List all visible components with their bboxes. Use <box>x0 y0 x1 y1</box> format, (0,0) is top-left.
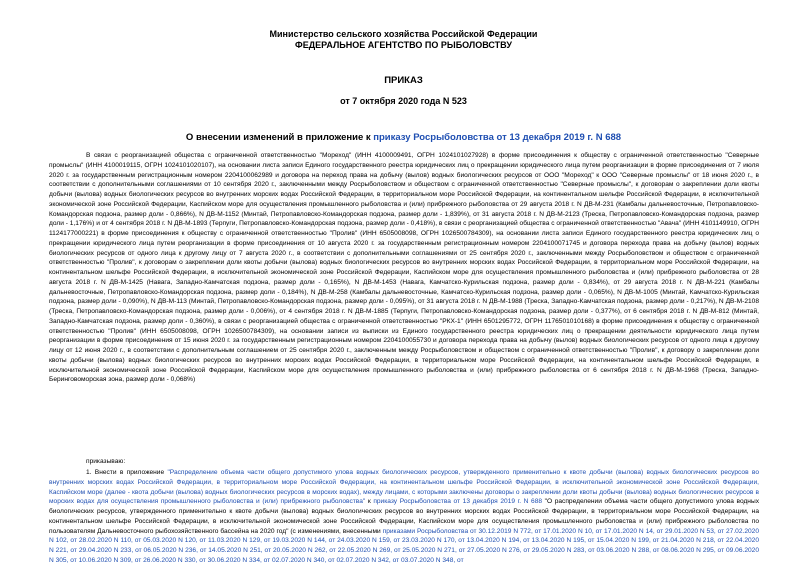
item1-mid: к <box>365 498 374 506</box>
orders-line: приказываю: <box>86 458 126 465</box>
item1-rest: "О распределении объема части общего допустимого улова водных биологических ресурсов, утвержденного применительно к квоте добычи (вылова) водных биологических ресурсов во внутренних морских водах Российской Федерации, в территориальном море Российской Федерации, на континентальном шельфе Российской Федерации, в исключительной экономической зоне Российской Федерации, Каспийском море для осуществления промышленного рыболовства и (или) прибрежного рыболовства по пользователям Дальневосточного рыбохозяйственного бассейна на 2020 год" (с изменениями, внесенными <box>49 498 759 535</box>
subject-order-link[interactable]: приказу Росрыболовства от 13 декабря 2019 г. N 688 <box>373 132 622 143</box>
order-688-link[interactable]: приказу Росрыболовства от 13 декабря 2019 г. N 688 <box>373 498 543 506</box>
document-subject <box>0 132 807 143</box>
appendix-link[interactable]: "Распределение объема части общего допустимого улова водных биологических ресурсов, утвержденного применительно к квоте добычи (вылова) водных биологических ресурсов во внутренних морских водах Российской Федерации, в территориальном море Российской Федерации, на континентальном шельфе Российской Федерации, в исключительной экономической зоне Российской Федерации, Каспийском море (далее - квота добычи (вылова) водных биологических ресурсов в морских водах), между лицами, с которыми заключены договоры о закреплении доли квоты добычи (вылова) водных биологических ресурсов в морских водах для осуществления промышленного рыболовства и (или) прибрежного рыболовства" <box>49 469 759 506</box>
amendments-link[interactable]: приказами Росрыболовства от 30.12.2019 N 772, от 17.01.2020 N 10, от 17.01.2020 N 14, от 29.01.2020 N 53, от 27.02.2020 N 102, от 28.02.2020 N 110, от 05.03.2020 N 120, от 11.03.2020 N 129, от 19.03.2020 N 144, от 24.03.2020 N 159, от 23.03.2020 N 170, от 13.04.2020 N 194, от 13.04.2020 N 195, от 15.04.2020 N 199, от 21.04.2020 N 218, от 22.04.2020 N 221, от 29.04.2020 N 233, от 06.05.2020 N 236, от 14.05.2020 N 251, от 20.05.2020 N 262, от 22.05.2020 N 269, от 25.05.2020 N 271, от 27.05.2020 N 276, от 29.05.2020 N 283, от 03.06.2020 N 288, от 08.06.2020 N 295, от 09.06.2020 N 305, от 10.06.2020 N 309, от 26.06.2020 N 330, от 30.06.2020 N 334, от 02.07.2020 N 340, от 02.07.2020 N 342, от 03.07.2020 N 348, от <box>49 527 759 564</box>
subject-prefix: О внесении изменений в приложение к <box>185 132 374 143</box>
agency-name: ФЕДЕРАЛЬНОЕ АГЕНТСТВО ПО РЫБОЛОВСТВУ <box>295 40 512 50</box>
ministry-name: Министерство сельского хозяйства Российской Федерации <box>269 29 538 39</box>
list-item-1 <box>49 468 759 571</box>
preamble-paragraph: В связи с реорганизацией общества с ограниченной ответственностью "Мореход" (ИНН 4100009491, ОГРН 1024101027928) в форме присоединения к обществу с ограниченной ответственностью "Северные промыслы" (ИНН 4100019115, ОГРН 1024101020107), на основании листа записи Единого государственного реестра юридических лиц о прекращении юридического лица путем реорганизации в форме присоединения от 7 июля 2020 г. за государственным регистрационным номером 2204100062989 и договора на переход права на добычу (вылов) водных биологических ресурсов от ООО "Мореход" к ООО "Северные промыслы" от 18 июня 2020 г., в соответствии с дополнительными соглашениями от 10 сентября 2020 г., заключенными между Росрыболовством и обществом с ограниченной ответственностью "Северные промыслы", к договорам о закреплении доли квоты добычи (вылова) водных биологических ресурсов во внутренних морских водах Российской Федерации, в территориальном море Российской Федерации, на континентальном шельфе Российской Федерации, в исключительной экономической зоне Российской Федерации, Каспийском море для осуществления промышленного рыболовства и (или) прибрежного рыболовства от 29 августа 2018 г. N ДВ-М-231 (Камбалы дальневосточные, Петропавловско-Командорская подзона, размер доли - 0,866%), N ДВ-М-1152 (Минтай, Петропавловско-Командорская подзона, размер доли - 1,839%), от 31 августа 2018 г. N ДВ-М-2123 (Треска, Петропавловско-Командорская подзона, размер доли - 1,176%) и от 4 сентября 2018 г. N ДВ-М-1893 (Терпуги, Петропавловско-Командорская подзона, размер доли - 0,418%), в связи с реорганизацией общества с ограниченной ответственностью "Авача" (ИНН 4101149910, ОГРН 1124177000221) в форме присоединения к обществу с ограниченной ответственностью "Пролив" (ИНН 6505008098, ОГРН 1026500784309), на основании листа записи Единого государственного реестра юридических лиц о прекращении юридического лица путем реорганизации в форме присоединения от 10 августа 2020 г. за государственным регистрационным номером 2204100071745 и договора перехода права на добычу (вылов) водных биологических ресурсов от одного лица к другому лицу от 7 августа 2020 г., в соответствии с дополнительными соглашениями от 25 сентября 2020 г., заключенными между Росрыболовством и обществом с ограниченной ответственностью "Пролив", к договорам о закреплении доли квоты добычи (вылова) водных биологических ресурсов во внутренних морских водах Российской Федерации, в территориальном море Российской Федерации, на континентальном шельфе Российской Федерации, в исключительной экономической зоне Российской Федерации, Каспийском море для осуществления промышленного рыболовства и (или) прибрежного рыболовства от 28 августа 2018 г. N ДВ-М-1425 (Навага, Западно-Камчатская подзона, размер доли - 0,165%), N ДВ-М-1453 (Навага, Камчатско-Курильская подзона, размер доли - 0,834%), от 29 августа 2018 г. N ДВ-М-221 (Камбалы дальневосточные, Петропавловско-Командорская подзона, размер доли - 0,184%), N ДВ-М-258 (Камбалы дальневосточные, Камчатско-Курильская подзона, размер доли - 0,065%), N ДВ-М-1005 (Минтай, Камчатско-Курильская подзона, размер доли - 0,090%), N ДВ-М-113 (Минтай, Петропавловско-Командорская подзона, размер доли - 0,095%), от 31 августа 2018 г. N ДВ-М-1988 (Треска, Западно-Камчатская подзона, размер доли - 0,217%), N ДВ-М-2108 (Треска, Петропавловско-Командорская подзона, размер доли - 0,006%), от 4 сентября 2018 г. N ДВ-М-1885 (Терпуги, Петропавловско-Командорская подзона, размер доли - 0,377%), от 6 сентября 2018 г. N ДВ-М-812 (Минтай, Западно-Камчатская подзона, размер доли - 0,360%), в связи с реорганизацией общества с ограниченной ответственностью "РКХ-1" (ИНН 6501295772, ОГРН 1176501010168) в форме присоединения к обществу с ограниченной ответственностью "Пролив" (ИНН 6505008098, ОГРН 1026500784309), на основании записи из выписки из Единого государственного реестра юридических лиц о прекращении деятельности юридического лица путем реорганизации в форме присоединения от 15 июня 2020 г. за государственным регистрационным номером 2204100055730 и договора перехода права на добычу (вылов) водных биологических ресурсов от одного лица к другому лицу от 12 июня 2020 г., в соответствии с дополнительным соглашением от 25 сентября 2020 г., заключенным между Росрыболовством и обществом с ограниченной ответственностью "Пролив", к договору о закреплении доли квоты добычи (вылова) водных биологических ресурсов во внутренних морских водах Российской Федерации, в территориальном море Российской Федерации, на континентальном шельфе Российской Федерации, в исключительной экономической зоне Российской Федерации, Каспийском море для осуществления промышленного рыболовства и (или) прибрежного рыболовства от 6 сентября 2018 г. N ДВ-М-1968 (Треска, Западно-Беринговоморская зона, размер доли - 0,068%) <box>49 152 759 384</box>
item1-prefix: 1. Внести в приложение <box>86 469 168 476</box>
document-type: ПРИКАЗ <box>384 75 423 86</box>
document-date: от 7 октября 2020 года N 523 <box>340 96 467 106</box>
